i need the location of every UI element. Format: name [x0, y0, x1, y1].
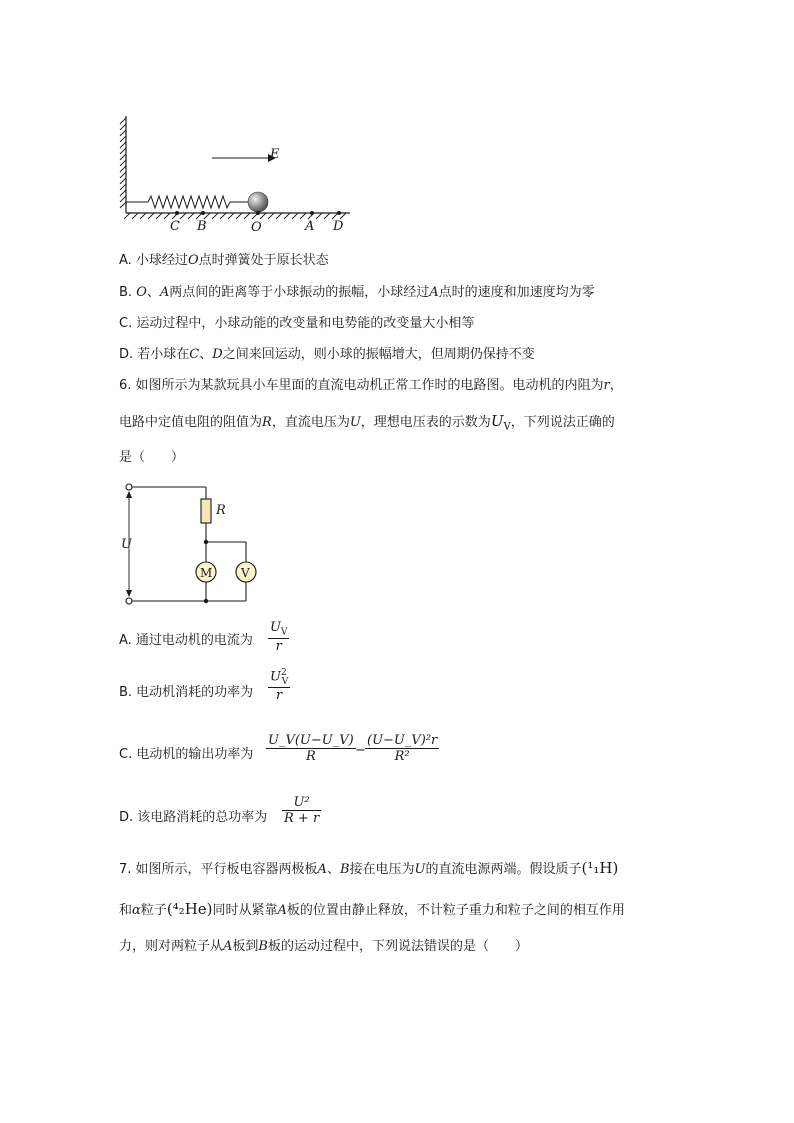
q6-option-b: B. 电动机消耗的功率为 — [119, 685, 254, 700]
q7-line2: 和α粒子(⁴₂He)同时从紧靠A板的位置由静止释放，不计粒子重力和粒子之间的相互作用 — [119, 900, 625, 918]
label-E: E — [270, 147, 280, 162]
q5-option-b: B. O、A两点间的距离等于小球振动的振幅，小球经过A点时的速度和加速度均为零 — [119, 285, 595, 300]
label-V: V — [241, 566, 250, 580]
q6-option-d-fraction: $\frac{\text{U²}}{R + r}$ — [284, 795, 320, 826]
spring — [126, 196, 248, 208]
label-A: A — [305, 219, 315, 234]
q6-option-c: C. 电动机的输出功率为 — [119, 747, 254, 762]
label-M: M — [200, 566, 213, 580]
q6-option-b-fraction: $\frac{U^2_V}{r}$ — [270, 668, 289, 703]
label-B: B — [197, 219, 207, 234]
label-C: C — [170, 219, 180, 234]
q7-line1: 7. 如图所示，平行板电容器两极板A、B接在电压为U的直流电源两端。假设质子(¹₁H) — [119, 859, 619, 877]
q6-option-c-fraction-1: $\frac{U\_V(U-U\_V)}{R}$ — [268, 733, 354, 764]
q5-option-c: C. 运动过程中，小球动能的改变量和电势能的改变量大小相等 — [119, 316, 475, 331]
label-D: D — [333, 219, 344, 234]
q7-line3: 力，则对两粒子从A板到B板的运动过程中，下列说法错误的是（ ） — [119, 939, 528, 954]
ball — [248, 192, 268, 212]
q6-option-a: A. 通过电动机的电流为 — [119, 633, 253, 648]
resistor-R — [201, 499, 211, 523]
q6-option-c-fraction-2: $\frac{\text{(U−U\_V)²r}}{\text{R²}}$ — [367, 733, 438, 764]
q6-stem-line2: 电路中定值电阻的阻值为R，直流电压为U，理想电压表的示数为$U_V$，下列说法正确的 — [119, 412, 615, 433]
q6-stem-line3: 是（ ） — [119, 450, 185, 465]
q6-option-a-fraction: $\frac{U_V}{r}$ — [270, 620, 288, 654]
label-R: R — [216, 503, 226, 518]
label-O: O — [251, 220, 262, 235]
label-U: U — [121, 537, 132, 552]
q6-stem-line1: 6. 如图所示为某款玩具小车里面的直流电动机正常工作时的电路图。电动机的内阻为r， — [119, 378, 623, 393]
q5-option-a: A. 小球经过O点时弹簧处于原长状态 — [119, 253, 329, 268]
q5-option-d: D. 若小球在C、D之间来回运动，则小球的振幅增大，但周期仍保持不变 — [119, 347, 535, 362]
circuit-diagram — [116, 478, 266, 610]
spring-ball-figure — [118, 112, 358, 237]
q6-option-d: D. 该电路消耗的总功率为 — [119, 810, 268, 825]
q6-option-c-minus: − — [355, 743, 366, 758]
